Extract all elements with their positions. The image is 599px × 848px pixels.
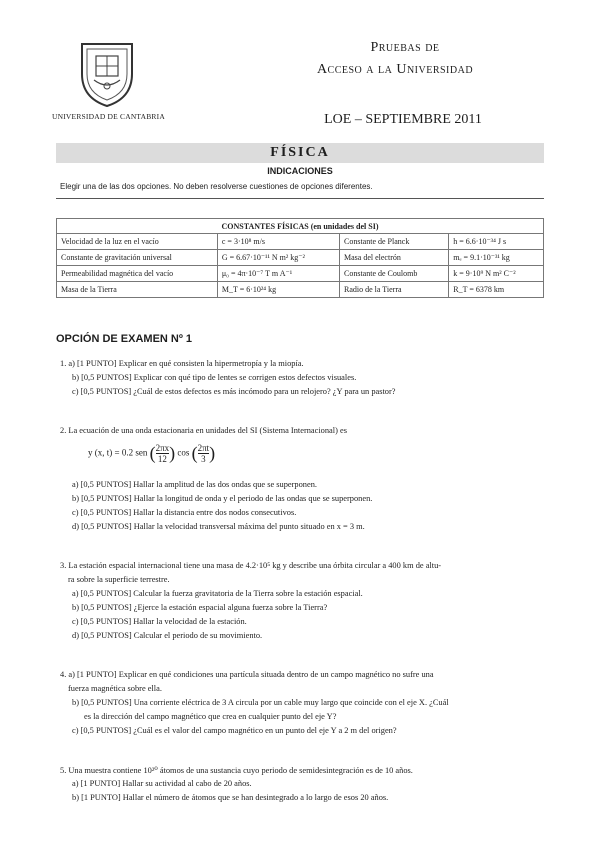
subject-title: FÍSICA xyxy=(270,145,330,160)
constants-table-title: CONSTANTES FÍSICAS (en unidades del SI) xyxy=(57,219,544,234)
table-cell: h = 6.6·10⁻³⁴ J s xyxy=(449,234,544,250)
university-seal xyxy=(78,40,136,108)
q2-item: a) [0,5 PUNTOS] Hallar la amplitud de las dos ondas que se superponen. xyxy=(72,480,317,489)
table-row xyxy=(57,250,544,266)
q3-line: d) [0,5 PUNTOS] Calcular el periodo de su movimiento. xyxy=(72,631,263,640)
table-cell: Permeabilidad magnética del vacío xyxy=(57,266,218,282)
fraction-2 xyxy=(198,443,210,464)
table-row xyxy=(57,266,544,282)
q4-line: fuerza magnética sobre ella. xyxy=(68,684,162,693)
q4-line: c) [0,5 PUNTOS] ¿Cuál es el valor del campo magnético en un punto del eje Y a 2 m del origen? xyxy=(72,726,397,735)
divider xyxy=(56,198,544,199)
table-cell: Radio de la Tierra xyxy=(340,282,449,298)
header-title-line1: Pruebas de xyxy=(370,40,440,55)
table-cell: k = 9·10⁹ N m² C⁻² xyxy=(449,266,544,282)
q2-intro: 2. La ecuación de una onda estacionaria en unidades del SI (Sistema Internacional) es xyxy=(60,426,347,435)
table-cell: Velocidad de la luz en el vacío xyxy=(57,234,218,250)
table-cell: M_T = 6·10²⁴ kg xyxy=(217,282,339,298)
q1-line: b) [0,5 PUNTOS] Explicar con qué tipo de lentes se corrigen estos defectos visuales. xyxy=(72,373,357,382)
constants-table xyxy=(56,218,544,298)
indicaciones-text: Elegir una de las dos opciones. No deben resolverse cuestiones de opciones diferentes. xyxy=(60,182,373,191)
fraction-1-numerator: 2πx xyxy=(155,443,170,453)
exam-session: LOE – SEPTIEMBRE 2011 xyxy=(324,112,482,127)
table-cell: Constante de gravitación universal xyxy=(57,250,218,266)
q5-line: a) [1 PUNTO] Hallar su actividad al cabo de 20 años. xyxy=(72,779,252,788)
option-title: OPCIÓN DE EXAMEN Nº 1 xyxy=(56,333,193,345)
table-cell: R_T = 6378 km xyxy=(449,282,544,298)
constants-table-header-row xyxy=(57,219,544,234)
q1-line: c) [0,5 PUNTOS] ¿Cuál de estos defectos es más incómodo para un relojero? ¿Y para un pastor? xyxy=(72,387,396,396)
q3-line: a) [0,5 PUNTOS] Calcular la fuerza gravitatoria de la Tierra sobre la estación espacial. xyxy=(72,589,363,598)
q5-line: 5. Una muestra contiene 10²⁰ átomos de una sustancia cuyo periodo de semidesintegración es de 10 años. xyxy=(60,766,413,775)
q2-item: d) [0,5 PUNTOS] Hallar la velocidad transversal máxima del punto situado en x = 3 m. xyxy=(72,522,365,531)
equation-left: y (x, t) = 0.2 sen xyxy=(88,447,148,458)
university-name: UNIVERSIDAD DE CANTABRIA xyxy=(52,112,165,121)
table-cell: c = 3·10⁸ m/s xyxy=(217,234,339,250)
q4-line: b) [0,5 PUNTOS] Una corriente eléctrica de 3 A circula por un cable muy largo que coincide con el eje X. ¿Cuál xyxy=(72,698,449,707)
q3-line: b) [0,5 PUNTOS] ¿Ejerce la estación espacial alguna fuerza sobre la Tierra? xyxy=(72,603,328,612)
q2-item: b) [0,5 PUNTOS] Hallar la longitud de onda y el periodo de las ondas que se superponen. xyxy=(72,494,373,503)
table-row xyxy=(57,282,544,298)
q4-line: es la dirección del campo magnético que crea en cualquier punto del eje Y? xyxy=(84,712,337,721)
table-cell: Constante de Planck xyxy=(340,234,449,250)
table-cell: mₑ = 9.1·10⁻³¹ kg xyxy=(449,250,544,266)
fraction-2-denominator: 3 xyxy=(201,454,206,464)
header-title-line2: Acceso a la Universidad xyxy=(316,62,474,77)
table-cell: Masa de la Tierra xyxy=(57,282,218,298)
wave-equation: y (x, t) = 0.2 sen ( $\frac{2\pi x}{12}$ ) cos ( $\frac{2\pi t}{3}$ ) xyxy=(88,443,216,464)
q1-line: 1. a) [1 PUNTO] Explicar en qué consisten la hipermetropía y la miopía. xyxy=(60,359,304,368)
q3-line: ra sobre la superficie terrestre. xyxy=(68,575,170,584)
fraction-1-denominator: 12 xyxy=(157,454,167,464)
q5-line: b) [1 PUNTO] Hallar el número de átomos que se han desintegrado a lo largo de esos 20 años. xyxy=(72,793,389,802)
q3-line: 3. La estación espacial internacional tiene una masa de 4.2·10⁵ kg y describe una órbita circular a 400 km de altu- xyxy=(60,561,442,570)
fraction-2-numerator: 2πt xyxy=(197,443,210,453)
fraction-1 xyxy=(156,443,170,464)
table-cell: G = 6.67·10⁻¹¹ N m² kg⁻² xyxy=(217,250,339,266)
table-cell: μ₀ = 4π·10⁻⁷ T m A⁻¹ xyxy=(217,266,339,282)
table-cell: Masa del electrón xyxy=(340,250,449,266)
table-cell: Constante de Coulomb xyxy=(340,266,449,282)
q3-line: c) [0,5 PUNTOS] Hallar la velocidad de la estación. xyxy=(72,617,247,626)
q4-line: 4. a) [1 PUNTO] Explicar en qué condiciones una partícula situada dentro de un campo magnético no sufre una xyxy=(60,670,434,679)
equation-mid: cos xyxy=(177,447,190,458)
q2-item: c) [0,5 PUNTOS] Hallar la distancia entre dos nodos consecutivos. xyxy=(72,508,297,517)
table-row xyxy=(57,234,544,250)
indicaciones-title: INDICACIONES xyxy=(267,166,333,176)
